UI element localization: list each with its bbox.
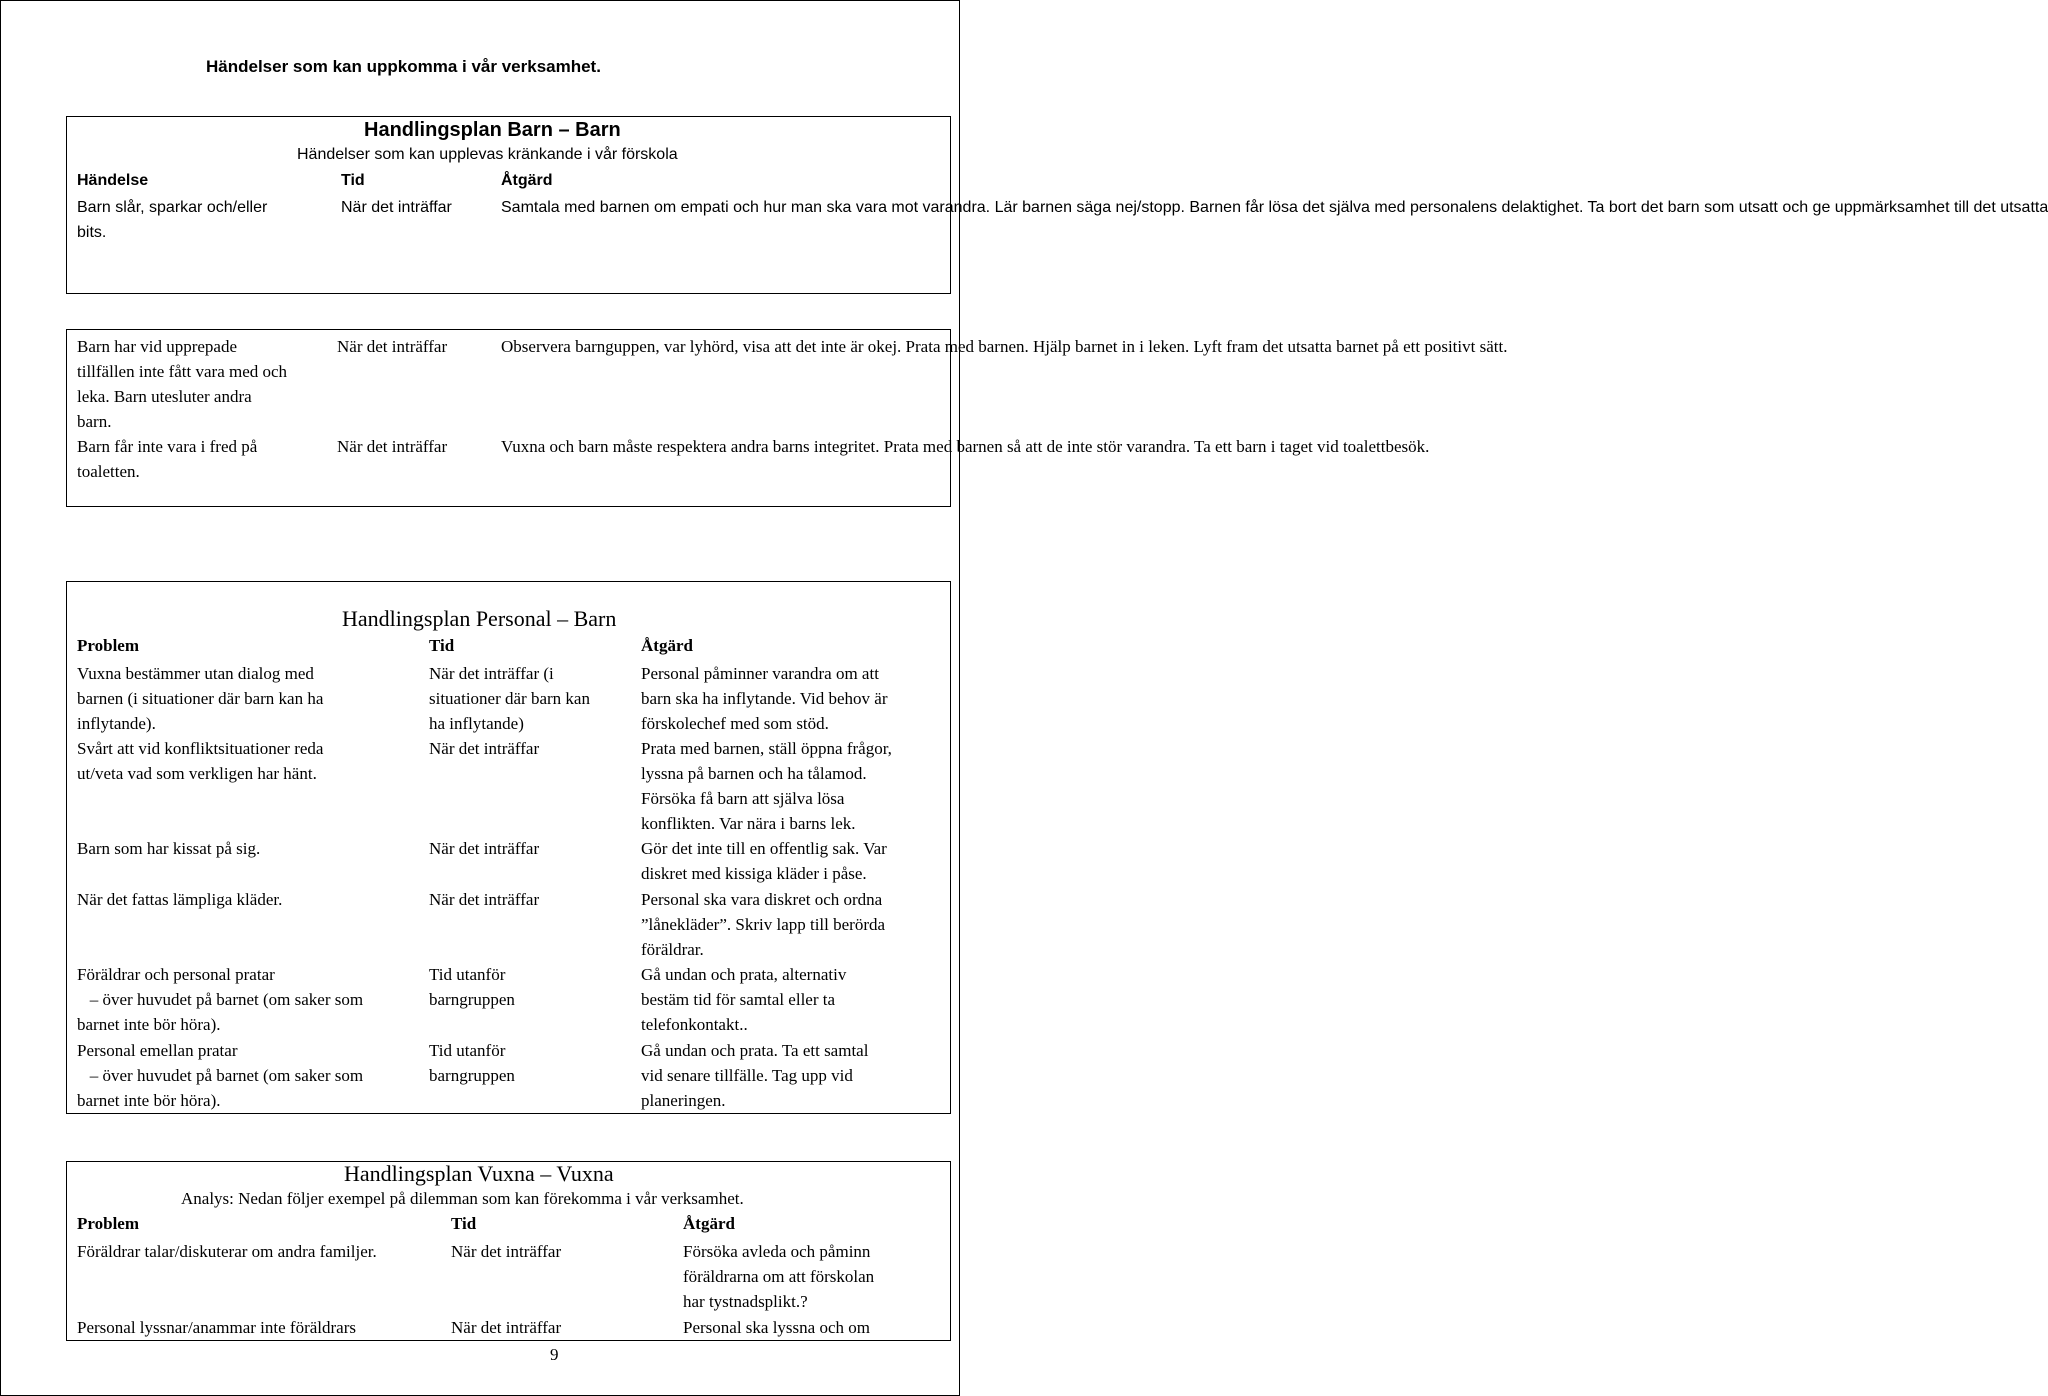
column-header-problem: Problem (77, 1214, 140, 1233)
problem-cell: Föräldrar talar/diskuterar om andra familjer. (77, 1242, 377, 1261)
column-header-event: Händelse (77, 172, 149, 189)
problem-cell: Barn som har kissat på sig. (77, 839, 261, 858)
time-cell: När det inträffar (429, 739, 540, 758)
action-cell: Personal påminner varandra om att barn ska ha inflytande. Vid behov är förskolechef med som stöd. (641, 664, 888, 733)
action-cell: Försöka avleda och påminn föräldrarna om att förskolan har tystnadsplikt.? (683, 1242, 875, 1311)
column-header-time: Tid (429, 636, 455, 655)
event-cell: Barn har vid upprepade tillfällen inte fått vara med och leka. Barn utesluter andra barn. (77, 337, 288, 431)
column-header-time: Tid (341, 172, 365, 189)
action-cell: Observera barnguppen, var lyhörd, visa att det inte är okej. Prata med barnen. Hjälp barnet in i leken. Lyft fram det utsatta barnet på ett positivt sätt. (501, 337, 1508, 356)
time-cell: Tid utanför barngruppen (429, 965, 515, 1009)
document-heading: Händelser som kan uppkomma i vår verksamhet. (206, 57, 601, 76)
plan-barn-barn-subtitle: Händelser som kan upplevas kränkande i vår förskola (297, 146, 678, 163)
time-cell: När det inträffar (451, 1242, 562, 1261)
column-header-time: Tid (451, 1214, 477, 1233)
problem-cell: Vuxna bestämmer utan dialog med barnen (i situationer där barn kan ha inflytande). (77, 664, 324, 733)
event-cell: Barn slår, sparkar och/eller bits. (77, 199, 268, 241)
column-header-action: Åtgärd (501, 172, 553, 189)
column-header-problem: Problem (77, 636, 140, 655)
time-cell: När det inträffar (451, 1318, 562, 1337)
problem-cell: Personal emellan pratar – över huvudet på barnet (om saker som barnet inte bör höra). (77, 1041, 364, 1110)
action-cell: Personal ska vara diskret och ordna ”lånekläder”. Skriv lapp till berörda föräldrar. (641, 890, 886, 959)
plan-vuxna-vuxna-title: Handlingsplan Vuxna – Vuxna (344, 1161, 614, 1186)
problem-cell: Svårt att vid konfliktsituationer reda ut/veta vad som verkligen har hänt. (77, 739, 324, 783)
time-cell: När det inträffar (i situationer där barn kan ha inflytande) (429, 664, 590, 733)
time-cell: När det inträffar (341, 199, 452, 216)
time-cell: Tid utanför barngruppen (429, 1041, 515, 1085)
action-cell: Personal ska lyssna och om (683, 1318, 870, 1337)
action-cell: Gå undan och prata, alternativ bestäm tid för samtal eller ta telefonkontakt.. (641, 965, 847, 1034)
time-cell: När det inträffar (337, 337, 448, 356)
plan-barn-barn-title: Handlingsplan Barn – Barn (364, 119, 621, 141)
action-cell: Gå undan och prata. Ta ett samtal vid senare tillfälle. Tag upp vid planeringen. (641, 1041, 869, 1110)
column-header-action: Åtgärd (641, 636, 693, 655)
problem-cell: Föräldrar och personal pratar – över huvudet på barnet (om saker som barnet inte bör höra). (77, 965, 364, 1034)
page-number: 9 (550, 1345, 559, 1364)
plan-personal-barn-title: Handlingsplan Personal – Barn (342, 606, 617, 631)
action-cell: Prata med barnen, ställ öppna frågor, lyssna på barnen och ha tålamod. Försöka få barn att själva lösa konflikten. Var nära i barns lek. (641, 739, 892, 833)
time-cell: När det inträffar (337, 437, 448, 456)
event-cell: Barn får inte vara i fred på toaletten. (77, 437, 258, 481)
time-cell: När det inträffar (429, 839, 540, 858)
action-cell: Vuxna och barn måste respektera andra barns integritet. Prata med barnen så att de inte stör varandra. Ta ett barn i taget vid toalettbesök. (501, 437, 1430, 456)
plan-vuxna-vuxna-subtitle: Analys: Nedan följer exempel på dilemman som kan förekomma i vår verksamhet. (181, 1189, 744, 1208)
problem-cell: När det fattas lämpliga kläder. (77, 890, 283, 909)
problem-cell: Personal lyssnar/anammar inte föräldrars (77, 1318, 356, 1337)
column-header-action: Åtgärd (683, 1214, 735, 1233)
action-cell: Gör det inte till en offentlig sak. Var diskret med kissiga kläder i påse. (641, 839, 887, 883)
action-cell: Samtala med barnen om empati och hur man ska vara mot varandra. Lär barnen säga nej/stopp. Barnen får lösa det själva med personalens delaktighet. Ta bort det barn som utsatt och ge uppmärksamhet till det utsatta (501, 199, 2048, 216)
time-cell: När det inträffar (429, 890, 540, 909)
